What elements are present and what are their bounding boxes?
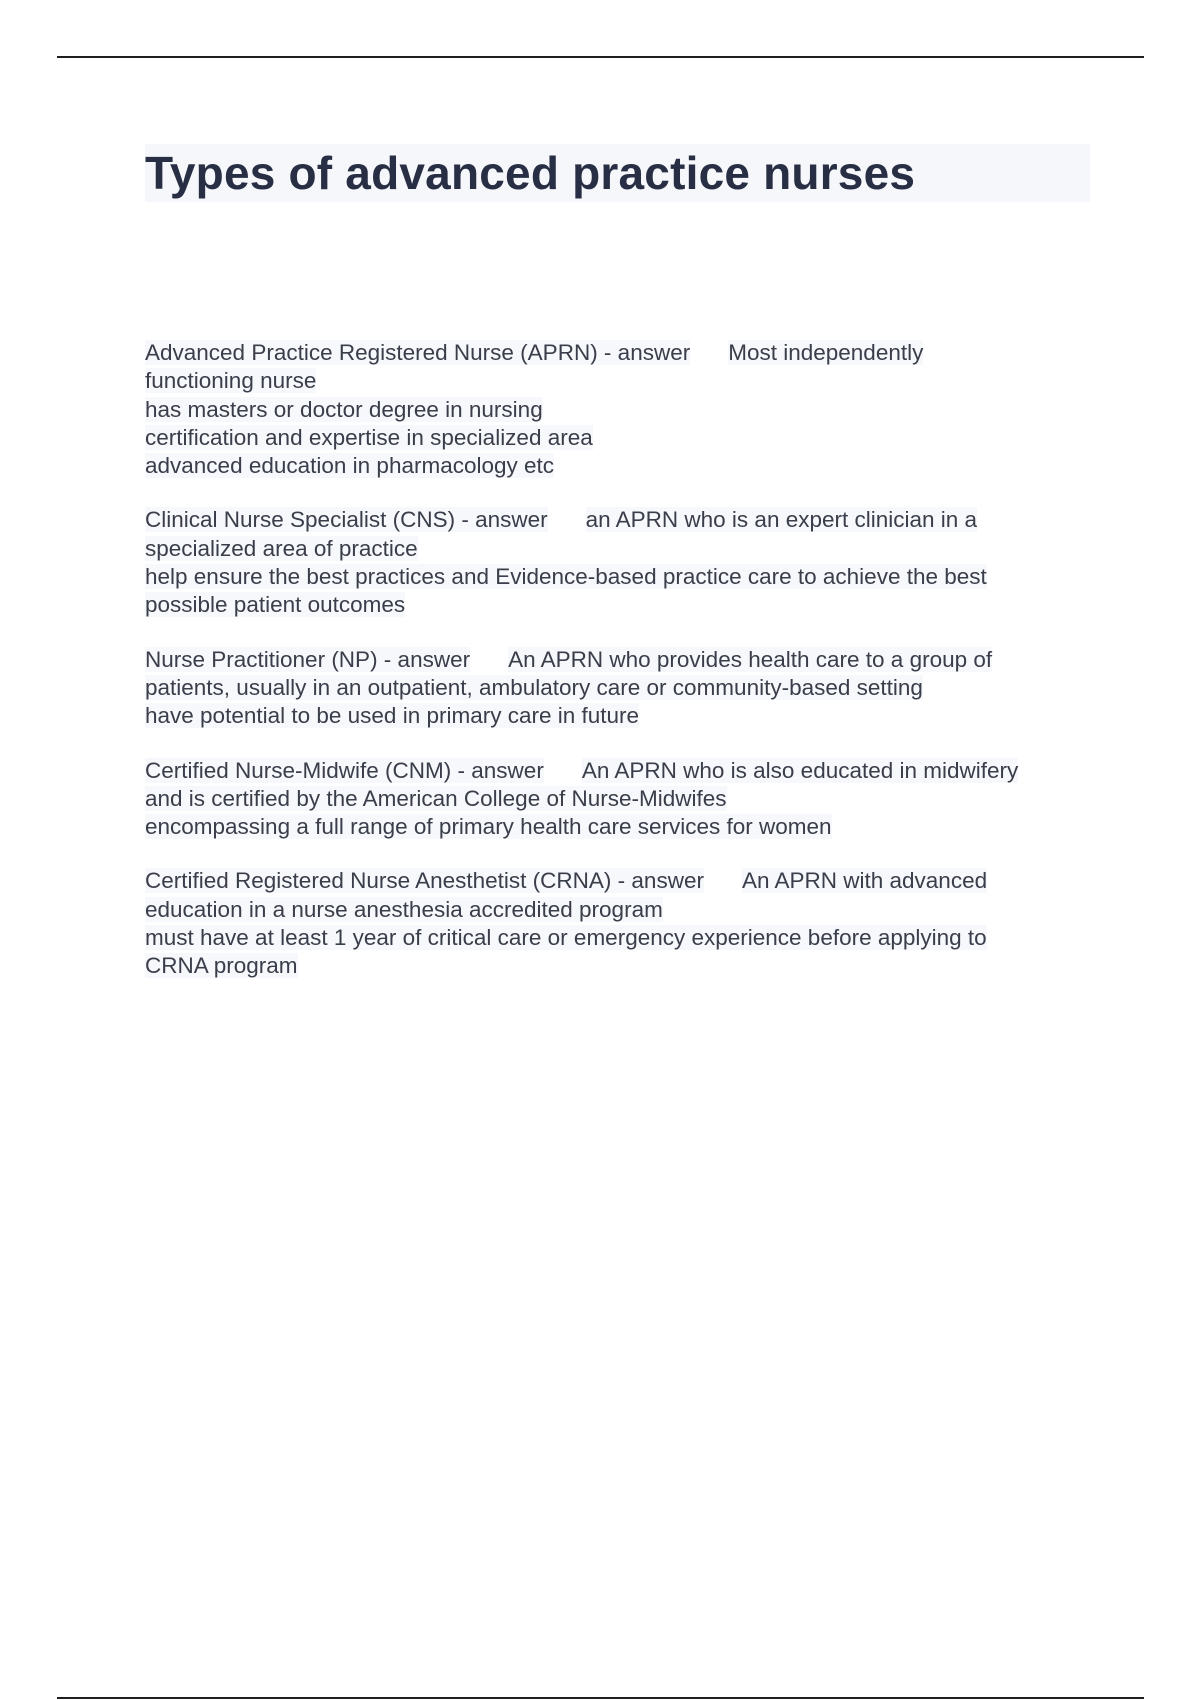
entry-np bbox=[145, 646, 1085, 731]
entry-line: must have at least 1 year of critical care or emergency experience before applying to bbox=[145, 925, 987, 951]
entry-first-line bbox=[145, 646, 1085, 674]
entry-answer-start: An APRN with advanced bbox=[741, 868, 988, 894]
entry-first-line bbox=[145, 339, 1085, 367]
entry-line: certification and expertise in specialized area bbox=[145, 424, 593, 450]
entry-answer-start: an APRN who is an expert clinician in a bbox=[585, 507, 978, 533]
entry-line: have potential to be used in primary care in future bbox=[145, 703, 640, 729]
entry-answer-start: An APRN who provides health care to a group of bbox=[508, 646, 993, 672]
entry-line: help ensure the best practices and Evidence-based practice care to achieve the best bbox=[145, 564, 987, 590]
entry-aprn bbox=[145, 339, 1085, 480]
bottom-rule bbox=[57, 1697, 1144, 1699]
entry-line: specialized area of practice bbox=[145, 535, 418, 561]
entry-answer-start: An APRN who is also educated in midwifery bbox=[581, 757, 1019, 783]
entry-first-line bbox=[145, 506, 1085, 534]
document-body bbox=[145, 339, 1085, 1007]
entry-term: Nurse Practitioner (NP) - answer bbox=[145, 646, 471, 672]
entry-line: CRNA program bbox=[145, 953, 298, 979]
entry-term: Clinical Nurse Specialist (CNS) - answer bbox=[145, 507, 548, 533]
entry-line: possible patient outcomes bbox=[145, 592, 406, 618]
entry-line: advanced education in pharmacology etc bbox=[145, 453, 555, 479]
entry-line: has masters or doctor degree in nursing bbox=[145, 396, 543, 422]
entry-line: and is certified by the American College of Nurse-Midwifes bbox=[145, 785, 727, 811]
entry-cnm bbox=[145, 757, 1085, 842]
entry-answer-start: Most independently bbox=[728, 340, 924, 365]
entry-first-line bbox=[145, 757, 1085, 785]
page-title: Types of advanced practice nurses bbox=[145, 147, 916, 199]
entry-first-line bbox=[145, 867, 1085, 895]
entry-cns bbox=[145, 506, 1085, 619]
top-rule bbox=[57, 56, 1144, 58]
entry-term: Advanced Practice Registered Nurse (APRN) - answer bbox=[145, 340, 691, 365]
entry-line: functioning nurse bbox=[145, 368, 317, 394]
entry-line: education in a nurse anesthesia accredited program bbox=[145, 896, 663, 922]
entry-line: patients, usually in an outpatient, ambulatory care or community-based setting bbox=[145, 674, 923, 700]
entry-term: Certified Nurse-Midwife (CNM) - answer bbox=[145, 757, 544, 783]
entry-crna bbox=[145, 867, 1085, 980]
entry-term: Certified Registered Nurse Anesthetist (CRNA) - answer bbox=[145, 868, 704, 894]
entry-line: encompassing a full range of primary health care services for women bbox=[145, 814, 832, 840]
